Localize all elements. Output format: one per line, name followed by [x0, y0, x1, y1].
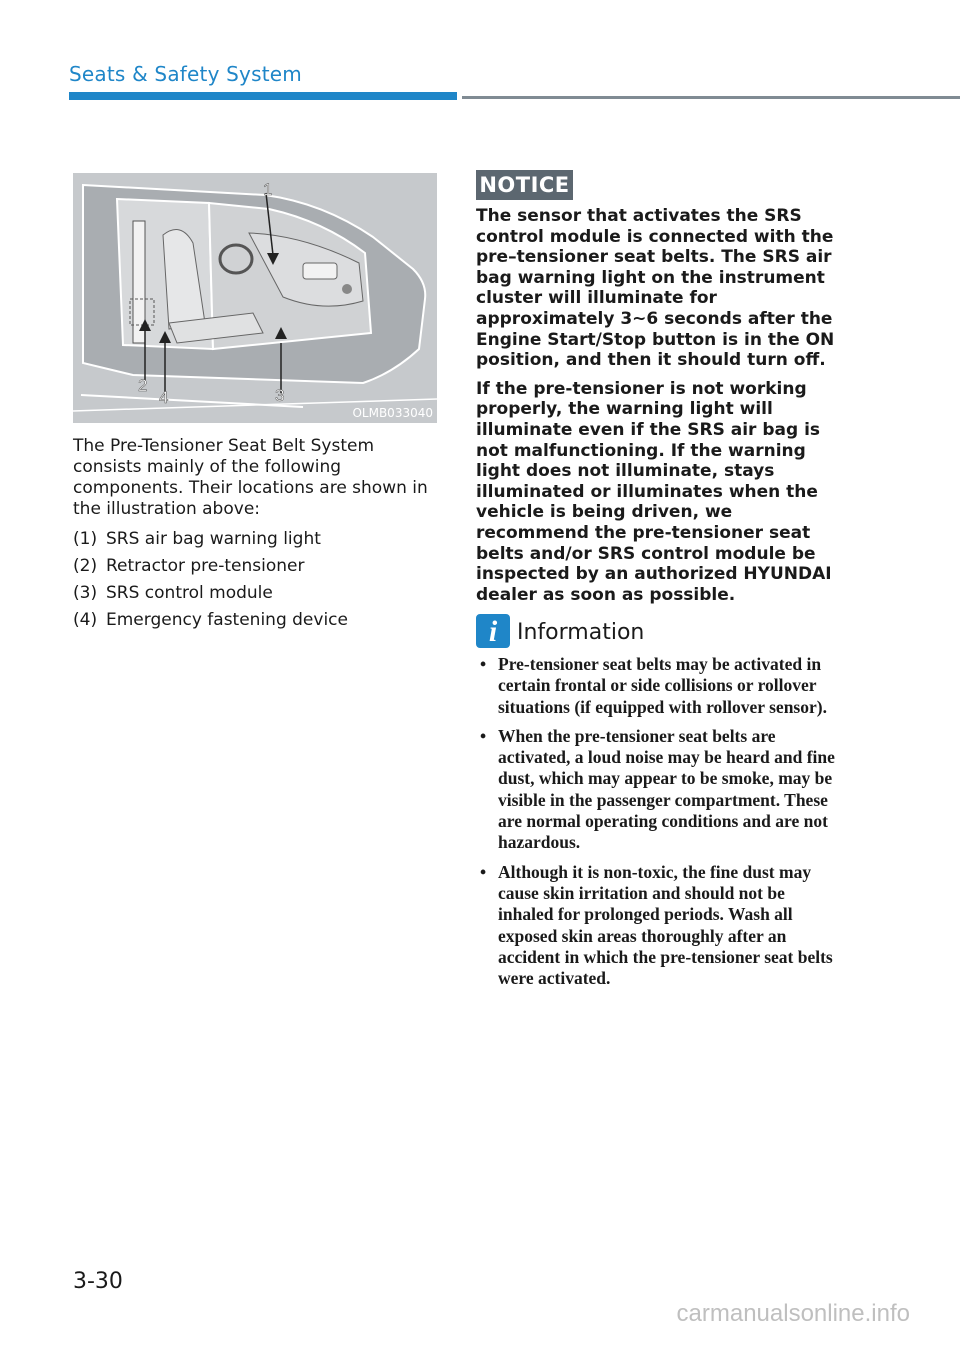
item-text: Although it is non-toxic, the fine dust may cause skin irritation and should not be inhaled for prolonged periods. Wash all exposed skin areas thoroughly after an accident in which the pre-tensioner seat belts were activated.	[498, 861, 833, 989]
list-item	[476, 654, 838, 718]
pretensioner-illustration	[73, 173, 437, 423]
component-list	[73, 528, 437, 631]
bullet: •	[480, 654, 487, 674]
bullet: •	[480, 725, 487, 746]
callout-1: 1	[263, 180, 273, 199]
header-accent-bar	[69, 92, 457, 100]
section-title: Seats & Safety System	[69, 62, 302, 86]
item-number: (4)	[73, 610, 98, 630]
item-label: SRS control module	[106, 583, 273, 603]
page-number: 3-30	[73, 1269, 123, 1294]
component-description	[73, 436, 437, 636]
notice-badge: NOTICE	[476, 170, 573, 200]
intro-paragraph: The Pre-Tensioner Seat Belt System consists mainly of the following components. Their locations are shown in the illustration above:	[73, 436, 428, 519]
item-label: Retractor pre-tensioner	[106, 556, 305, 576]
callout-3: 3	[275, 386, 285, 405]
item-label: Emergency fastening device	[106, 610, 348, 630]
item-text: When the pre-tensioner seat belts are activated, a loud noise may be heard and fine dust, which may appear to be smoke, may be visible in the passenger compartment. These are normal operating conditions and are not hazardous.	[498, 725, 835, 853]
list-item	[73, 528, 437, 550]
item-number: (3)	[73, 583, 98, 603]
figure-code: OLMB033040	[352, 406, 433, 420]
list-item	[73, 582, 437, 604]
notice-paragraph: The sensor that activates the SRS control module is connected with the pre–tensioner seat belts. The SRS air bag warning light on the instrument cluster will illuminate for approximately 3~6 seconds after the Engine Start/Stop button is in the ON position, and then it should turn off.	[476, 206, 835, 371]
callout-2: 2	[138, 376, 148, 395]
header-divider	[462, 96, 960, 99]
watermark: carmanualsonline.info	[676, 1300, 910, 1327]
list-item	[73, 555, 437, 577]
bullet: •	[480, 861, 487, 882]
notice-paragraph: If the pre-tensioner is not working properly, the warning light will illuminate even if the SRS air bag is not malfunctioning. If the warning light does not illuminate, stays illuminated or illuminates when the vehicle is being driven, we recommend the pre-tensioner seat belts and/or SRS control module be inspected by an authorized HYUNDAI dealer as soon as possible.	[476, 378, 832, 605]
notice-body	[476, 206, 838, 613]
list-item	[73, 609, 437, 631]
callout-4: 4	[159, 388, 169, 407]
item-label: SRS air bag warning light	[106, 529, 321, 549]
information-list	[476, 654, 838, 997]
list-item	[476, 726, 838, 854]
information-title: Information	[517, 620, 645, 645]
item-number: (1)	[73, 529, 98, 549]
item-number: (2)	[73, 556, 98, 576]
item-text: Pre-tensioner seat belts may be activated in certain frontal or side collisions or rollover situations (if equipped with rollover sensor).	[498, 654, 827, 717]
car-interior-drawing	[73, 173, 437, 423]
list-item	[476, 862, 838, 990]
info-icon: i	[476, 614, 510, 648]
